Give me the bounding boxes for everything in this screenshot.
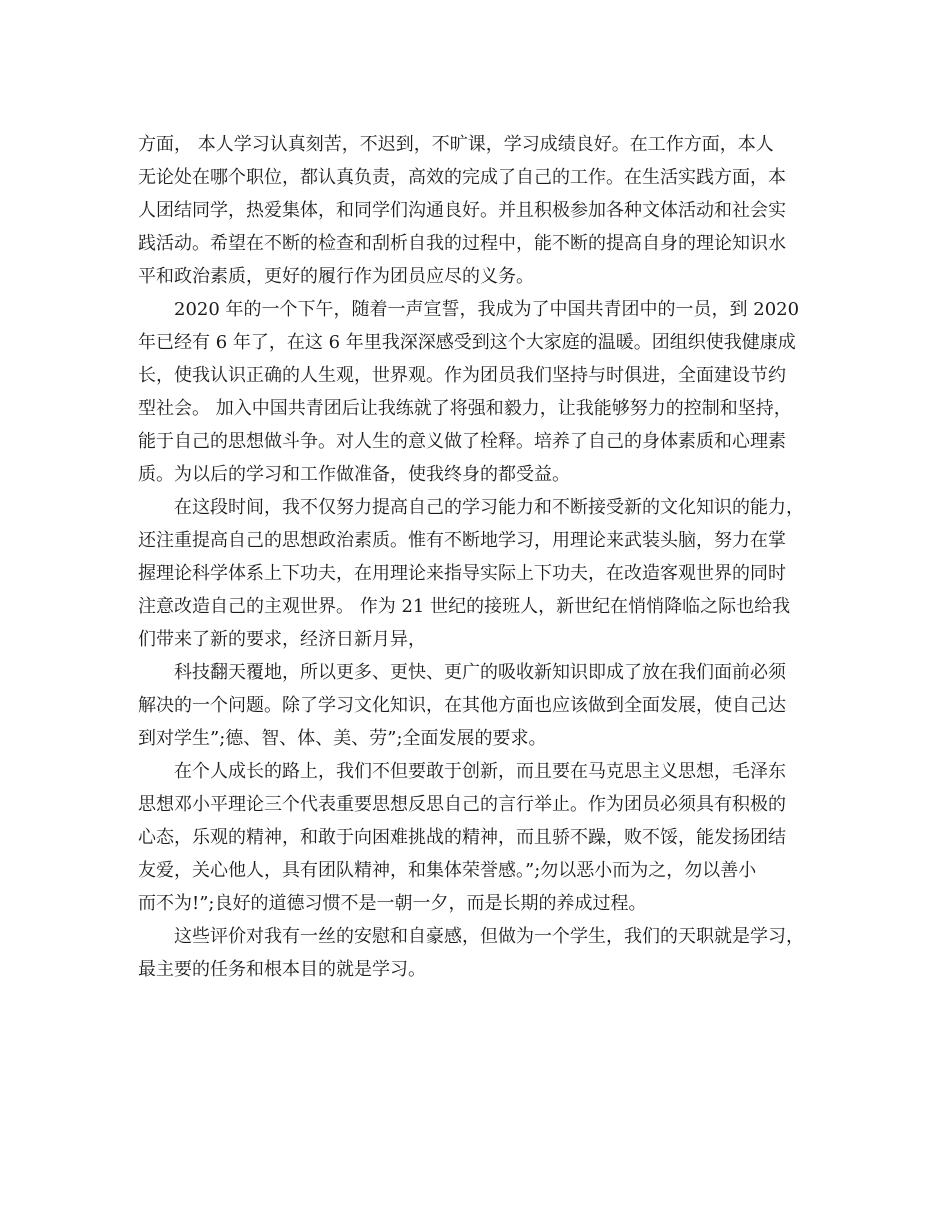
text-line: 最主要的任务和根本目的就是学习。: [138, 959, 426, 980]
text-line: 握理论科学体系上下功夫，在用理论来指导实际上下功夫，在改造客观世界的同时: [138, 563, 786, 584]
paragraph-5: [138, 755, 824, 920]
text-line: 2020 年的一个下午，随着一声宣誓，我成为了中国共青团中的一员，到 2020: [174, 299, 800, 320]
text-line: 这些评价对我有一丝的安慰和自豪感，但做为一个学生，我们的天职就是学习，: [174, 926, 804, 947]
document-body: [138, 128, 824, 986]
text-line: 践活动。希望在不断的检查和刮析自我的过程中，能不断的提高自身的理论知识水: [138, 233, 786, 254]
text-line: 注意改造自己的主观世界。 作为 21 世纪的接班人，新世纪在悄悄降临之际也给我: [138, 596, 791, 617]
text-line: 心态，乐观的精神，和敢于向困难挑战的精神，而且骄不躁，败不馁，能发扬团结: [138, 827, 786, 848]
text-line: 解决的一个问题。除了学习文化知识，在其他方面也应该做到全面发展，使自己达: [138, 695, 786, 716]
text-line: 质。为以后的学习和工作做准备，使我终身的都受益。: [138, 464, 570, 485]
text-line: 在个人成长的路上，我们不但要敢于创新，而且要在马克思主义思想，毛泽东: [174, 761, 786, 782]
text-line: 平和政治素质，更好的履行作为团员应尽的义务。: [138, 266, 534, 287]
paragraph-1: [138, 128, 824, 293]
text-line: 长，使我认识正确的人生观，世界观。作为团员我们坚持与时俱进，全面建设节约: [138, 365, 786, 386]
text-line: 思想邓小平理论三个代表重要思想反思自己的言行举止。作为团员必须具有积极的: [138, 794, 786, 815]
text-line: 在这段时间，我不仅努力提高自己的学习能力和不断接受新的文化知识的能力，: [174, 497, 804, 518]
text-line: 年已经有 6 年了，在这 6 年里我深深感受到这个大家庭的温暖。团组织使我健康成: [138, 332, 796, 353]
text-line: 还注重提高自己的思想政治素质。惟有不断地学习，用理论来武装头脑，努力在掌: [138, 530, 786, 551]
text-line: 方面， 本人学习认真刻苦，不迟到，不旷课，学习成绩良好。在工作方面，本人: [138, 134, 774, 155]
text-line: 无论处在哪个职位，都认真负责，高效的完成了自己的工作。在生活实践方面，本: [138, 167, 786, 188]
text-line: 人团结同学，热爱集体，和同学们沟通良好。并且积极参加各种文体活动和社会实: [138, 200, 786, 221]
text-line: 能于自己的思想做斗争。对人生的意义做了栓释。培养了自己的身体素质和心理素: [138, 431, 786, 452]
paragraph-6: [138, 920, 824, 986]
paragraph-3: [138, 491, 824, 656]
text-line: 型社会。 加入中国共青团后让我练就了将强和毅力，让我能够努力的控制和坚持，: [138, 398, 792, 419]
text-line: 科技翻天覆地，所以更多、更快、更广的吸收新知识即成了放在我们面前必须: [174, 662, 786, 683]
paragraph-4: [138, 656, 824, 755]
text-line: 而不为!”;良好的道德习惯不是一朝一夕，而是长期的养成过程。: [138, 893, 647, 914]
text-line: 们带来了新的要求，经济日新月异，: [138, 629, 426, 650]
text-line: 到对学生”;德、智、体、美、劳”;全面发展的要求。: [138, 728, 547, 749]
text-line: 友爱，关心他人，具有团队精神，和集体荣誉感。”;勿以恶小而为之，勿以善小: [138, 860, 757, 881]
paragraph-2: [138, 293, 824, 491]
